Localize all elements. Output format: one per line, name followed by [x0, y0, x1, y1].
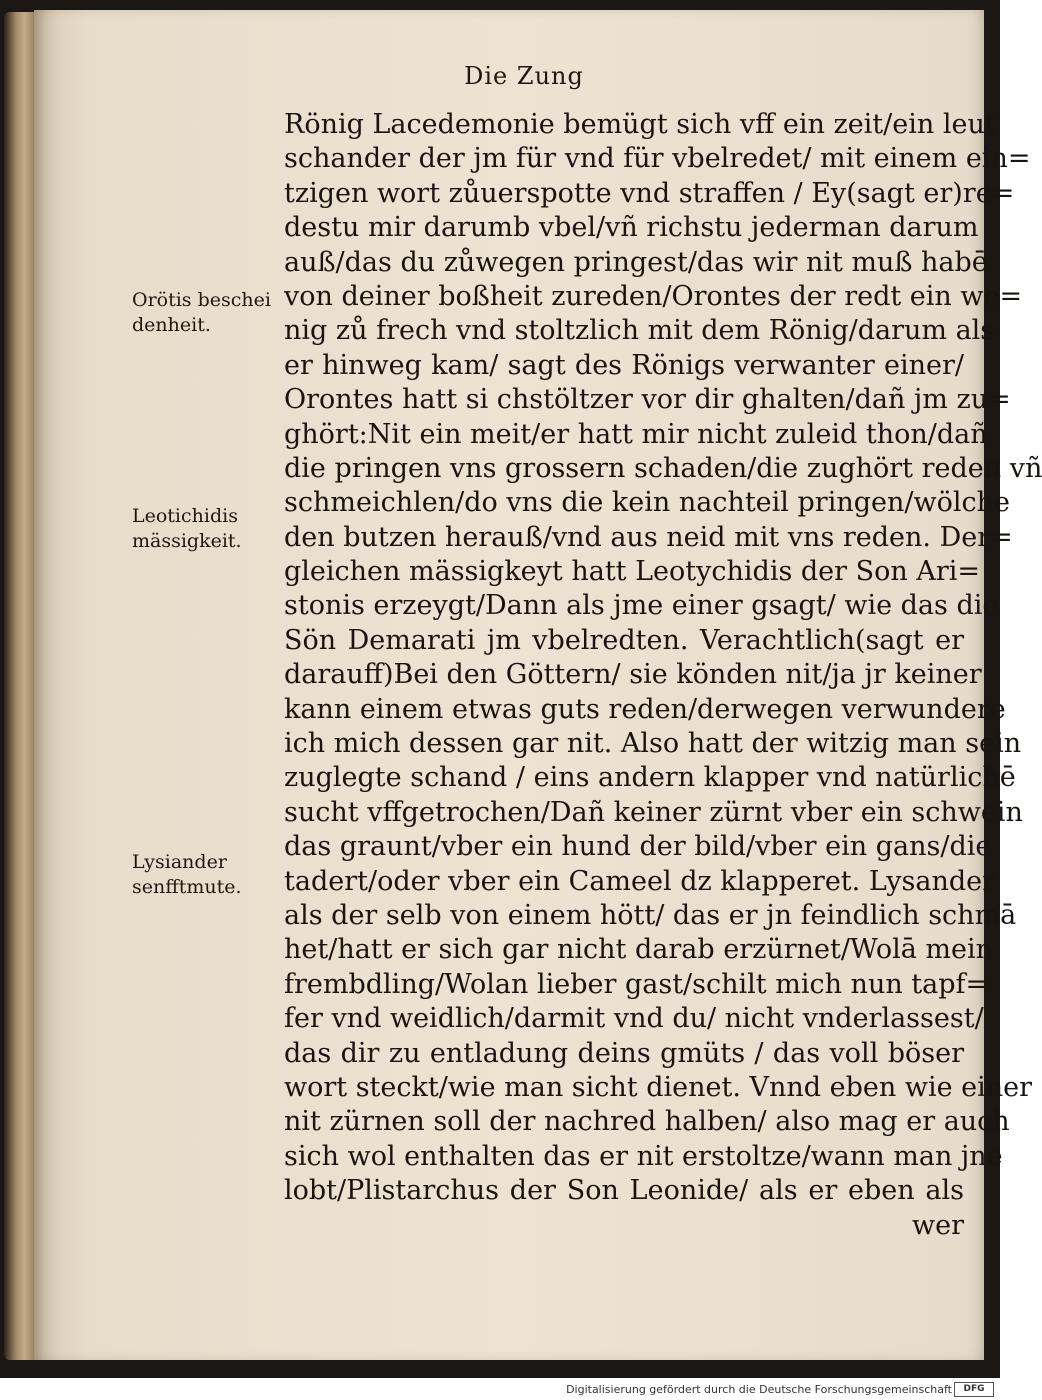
text-line: gleichen mässigkeyt hatt Leotychidis der Son Ari=: [284, 556, 981, 588]
text-line: er hinweg kam/ sagt des Rönigs verwanter einer/: [284, 349, 964, 381]
text-line: von deiner boßheit zureden/Orontes der redt ein we=: [284, 280, 1023, 312]
text-line: lobt/Plistarchus der Son Leonide/ als er eben als: [284, 1175, 964, 1207]
dfg-logo: DFG: [954, 1382, 994, 1397]
text-line: fer vnd weidlich/darmit vnd du/ nicht vnderlassest/: [284, 1003, 984, 1035]
text-line: destu mir darumb vbel/vñ richstu jederman darum: [284, 212, 979, 244]
marginal-note-line: Lysiander: [132, 851, 227, 873]
footer-bar: [0, 1378, 1000, 1400]
text-line: ich mich dessen gar nit. Also hatt der witzig man sein: [284, 728, 1022, 760]
text-line: nig zů frech vnd stoltzlich mit dem Rönig/darum als: [284, 315, 995, 347]
text-line: Rönig Lacedemonie bemügt sich vff ein zeit/ein leut: [284, 109, 996, 140]
text-line: darauff)Bei den Göttern/ sie könden nit/ja jr keiner: [284, 659, 982, 691]
text-line: als der selb von einem hött/ das er jn feindlich schmā: [284, 899, 1017, 931]
text-line: zuglegte schand / eins andern klapper vnd natürlichē: [284, 762, 1016, 794]
text-line: sich wol enthalten das er nit erstoltze/wann man jne: [284, 1140, 1003, 1172]
text-line: den butzen herauß/vnd aus neid mit vns reden. Der=: [284, 521, 1013, 553]
body-text: [284, 108, 1042, 1243]
marginal-note-line: Leotichidis: [132, 505, 238, 527]
text-line: sucht vffgetrochen/Dañ keiner zürnt vber ein schwein: [284, 796, 1023, 828]
text-line: wort steckt/wie man sicht dienet. Vnnd eben wie einer: [284, 1071, 1033, 1103]
text-line: kann einem etwas guts reden/derwegen verwundere: [284, 693, 1006, 725]
text-line: tzigen wort zůuerspotte vnd straffen / Ey(sagt er)re=: [284, 177, 1015, 209]
marginal-note-line: denheit.: [132, 314, 211, 336]
marginal-note-lysander: [132, 850, 242, 900]
running-header-text: Die Zung: [464, 62, 584, 90]
text-line: das graunt/vber ein hund der bild/vber ein gans/die: [284, 831, 992, 863]
text-line: das dir zu entladung deins gmüts / das voll böser: [284, 1037, 964, 1069]
marginal-note-leotichidis: [132, 504, 242, 554]
marginal-note-line: Orötis beschei: [132, 289, 271, 311]
text-line: nit zürnen soll der nachred halben/ also mag er auch: [284, 1106, 1010, 1138]
book-page: [34, 10, 1042, 1360]
text-line: het/hatt er sich gar nicht darab erzürnet/Wolā mein: [284, 934, 994, 966]
text-line: auß/das du zůwegen pringest/das wir nit muß habē: [284, 246, 988, 278]
text-line: die pringen vns grossern schaden/die zughört reden vñ: [284, 452, 1042, 484]
page-stack-edge: [4, 12, 38, 1360]
text-line: schander der jm für vnd für vbelredet/ mit einem ein=: [284, 143, 1031, 175]
text-line: frembdling/Wolan lieber gast/schilt mich nun tapf=: [284, 968, 989, 1000]
text-line: Orontes hatt si chstöltzer vor dir ghalten/dañ jm zu=: [284, 384, 1011, 416]
running-header: [34, 62, 984, 90]
text-line: stonis erzeygt/Dann als jme einer gsagt/ wie das die: [284, 590, 999, 622]
funding-note: Digitalisierung gefördert durch die Deutsche Forschungsgemeinschaft: [566, 1383, 952, 1396]
marginal-note-line: mässigkeit.: [132, 530, 242, 552]
text-line: tadert/oder vber ein Cameel dz klapperet. Lysander: [284, 865, 996, 897]
text-line: ghört:Nit ein meit/er hatt mir nicht zuleid thon/dañ: [284, 418, 988, 450]
marginal-note-orontes: [132, 288, 271, 338]
marginal-note-line: senfftmute.: [132, 876, 242, 898]
text-line: wer: [912, 1209, 964, 1241]
text-line: Sön Demarati jm vbelredten. Verachtlich(sagt er: [284, 624, 964, 656]
text-line: schmeichlen/do vns die kein nachteil pringen/wölche: [284, 487, 1010, 519]
